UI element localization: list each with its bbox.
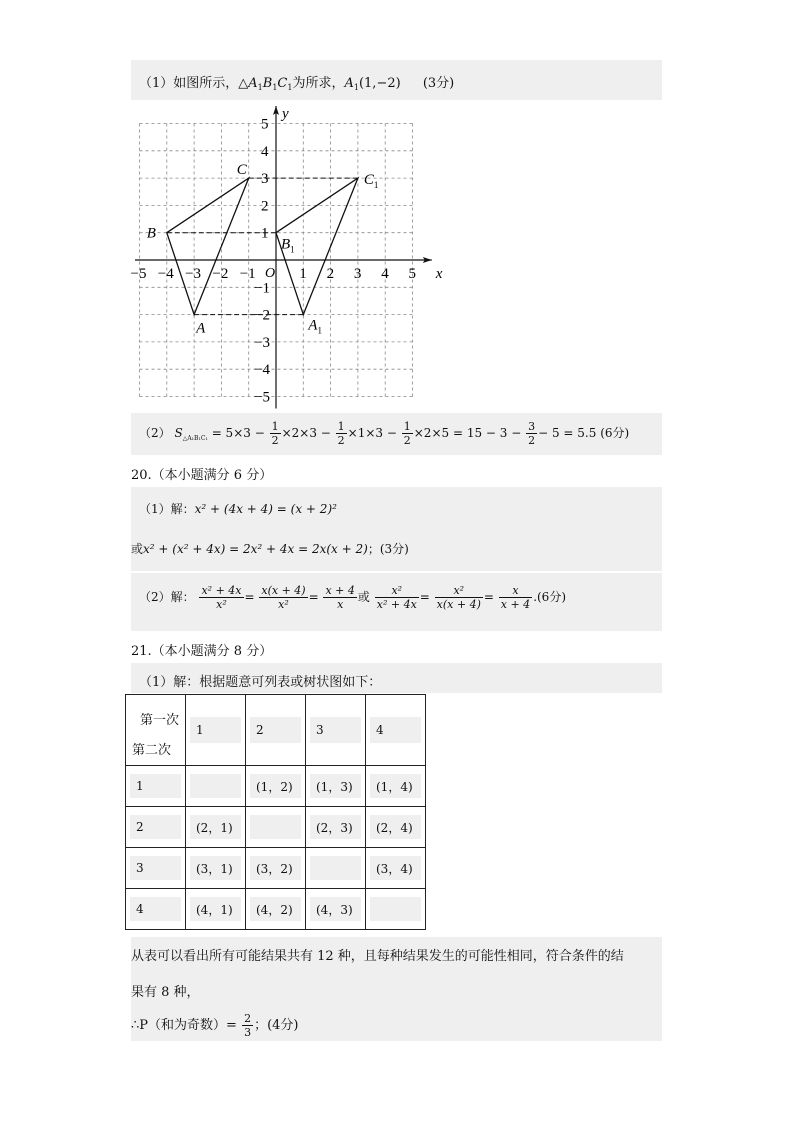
graph-background: [130, 102, 449, 412]
origin-label: O: [265, 266, 276, 281]
point-label-subscript: 1: [317, 325, 322, 336]
table-cell: [306, 848, 366, 889]
q20-l2-prefix: 或: [131, 542, 144, 556]
part2-expr1: = 5×3 −: [207, 426, 265, 440]
y-tick-label: −4: [254, 362, 270, 379]
equals: =: [483, 590, 494, 604]
row-header: 1: [126, 766, 186, 807]
vertex-a: A: [344, 76, 354, 91]
table-cell: (4，1): [186, 889, 246, 930]
probability-fraction: $\frac{2}{3}$: [244, 1012, 252, 1039]
q20-l3-score: .(6分): [533, 590, 567, 604]
part1-prefix: （1）如图所示，: [139, 76, 239, 91]
y-tick-label: 1: [261, 225, 269, 242]
idx: 1: [257, 83, 263, 92]
x-tick-label: −5: [130, 266, 147, 282]
point-label-a: A: [196, 320, 206, 337]
part2-t3: ×2×5 = 15 − 3 −: [413, 426, 522, 440]
triangle-symbol: △: [238, 76, 249, 91]
point-label-subscript: 1: [290, 244, 295, 255]
col-header: 1: [186, 695, 246, 766]
x-tick-label: 5: [408, 266, 416, 282]
corner-bottom: 第二次: [132, 743, 172, 758]
part2-score: (6分): [600, 426, 630, 440]
table-cell: (1，2): [246, 766, 306, 807]
half-fraction: $\frac{1}{2}$: [403, 420, 411, 447]
vertex-b: B: [262, 76, 273, 91]
row-header: 4: [126, 889, 186, 930]
fraction-4: $\frac{\text{x²}}{\text{x² + 4x}}$: [376, 584, 417, 611]
three-halves-fraction: $\frac{3}{2}$: [528, 420, 536, 447]
probability-label: ∴P（和为奇数）=: [131, 1018, 237, 1033]
q20-l2-expr: x² + (x² + 4x) = 2x² + 4x = 2x(x + 2): [143, 542, 368, 556]
table-cell: (2，3): [306, 807, 366, 848]
table-cell: (3，4): [366, 848, 426, 889]
outcome-table: [125, 694, 426, 930]
part2-tail: − 5 = 5.5: [538, 426, 597, 440]
q21-conclusion: [131, 1012, 298, 1039]
table-cell: (1，3): [306, 766, 366, 807]
table-cell: (4，2): [246, 889, 306, 930]
q21-title: 21.（本小题满分 8 分）: [131, 644, 273, 659]
half-fraction: $\frac{1}{2}$: [271, 420, 279, 447]
corner-cell: [126, 695, 186, 766]
idx: 1: [287, 83, 293, 92]
point-label-c1: $C_1$: [363, 172, 379, 191]
area-subscript: △A₁B₁C₁: [182, 435, 208, 442]
x-tick-label: 2: [326, 266, 335, 282]
y-tick-label: 2: [261, 198, 269, 215]
a1-coord: (1,−2): [358, 76, 401, 91]
q20-line3: [139, 584, 566, 611]
q21-para1: 从表可以看出所有可能结果共有 12 种，且每种结果发生的可能性相同，符合条件的结: [131, 949, 624, 964]
q20-line1: [139, 500, 337, 517]
x-tick-label: 1: [299, 266, 307, 282]
q20-line2: [131, 540, 409, 557]
area-symbol: S: [174, 426, 183, 440]
q21-line1: （1）解：根据题意可列表或树状图如下：: [139, 675, 382, 690]
q20-l2-score: ；(3分): [367, 542, 409, 556]
col-header: 3: [306, 695, 366, 766]
x-tick-label: 3: [353, 266, 362, 282]
fraction-3: $\frac{x + 4}{x}$: [325, 584, 355, 611]
y-tick-label: −2: [254, 307, 270, 324]
y-tick-label: 4: [261, 143, 269, 160]
fraction-1: $\frac{\text{x² + 4x}}{\text{x²}}$: [201, 584, 242, 611]
part1-line: [139, 72, 454, 92]
y-tick-label: −3: [254, 334, 270, 351]
y-tick-label: 3: [261, 171, 269, 188]
q20-l1-prefix: （1）解：: [139, 502, 195, 516]
equals: =: [419, 590, 430, 604]
part2-line: [139, 420, 629, 447]
table-cell: (1，4): [366, 766, 426, 807]
part2-t1: ×2×3 −: [281, 426, 331, 440]
y-tick-label: −5: [254, 389, 270, 406]
vertex-c: C: [277, 76, 288, 91]
q20-l1-expr: x² + (4x + 4) = (x + 2)²: [194, 502, 337, 516]
table-cell: (3，2): [246, 848, 306, 889]
point-label-b1: $B_1$: [281, 236, 295, 255]
col-header: 2: [246, 695, 306, 766]
point-label-a1: $A_1$: [308, 317, 322, 336]
table-cell: (2，1): [186, 807, 246, 848]
y-tick-label: 5: [261, 116, 269, 133]
fraction-6: $\frac{x}{x + 4}$: [500, 584, 531, 611]
half-fraction: $\frac{1}{2}$: [337, 420, 345, 447]
part1-middle: 为所求，: [292, 76, 345, 91]
x-tick-label: −2: [212, 266, 229, 282]
x-tick-label: −3: [185, 266, 202, 282]
table-cell: [366, 889, 426, 930]
y-axis-label: y: [282, 106, 289, 122]
x-tick-label: 4: [381, 266, 389, 282]
row-header: 2: [126, 807, 186, 848]
table-cell: [246, 807, 306, 848]
fraction-2: $\frac{x(x + 4)}{\text{x²}}$: [261, 584, 306, 611]
equals: =: [244, 590, 255, 604]
q21-para2: 果有 8 种，: [131, 985, 200, 1000]
corner-top: 第一次: [140, 713, 180, 728]
x-tick-label: −1: [239, 266, 256, 282]
coordinate-graph: [130, 102, 449, 412]
table-cell: (3，1): [186, 848, 246, 889]
point-label-c: C: [236, 162, 247, 179]
point-label-subscript: 1: [373, 180, 379, 191]
x-tick-label: −4: [157, 266, 174, 282]
or-word: 或: [357, 590, 370, 604]
table-cell: (4，3): [306, 889, 366, 930]
table-cell: (2，4): [366, 807, 426, 848]
q20-title: 20.（本小题满分 6 分）: [131, 468, 273, 483]
y-tick-label: −1: [254, 280, 270, 297]
fraction-5: $\frac{\text{x²}}{x(x + 4)}$: [436, 584, 481, 611]
q20-l3-prefix: （2）解：: [139, 590, 195, 604]
row-header: 3: [126, 848, 186, 889]
part2-t2: ×1×3 −: [347, 426, 397, 440]
table-cell: [186, 766, 246, 807]
q21-score: ；(4分): [254, 1018, 299, 1033]
x-axis-label: x: [435, 266, 443, 282]
idx: 1: [353, 83, 359, 92]
equals: =: [308, 590, 319, 604]
point-label-b: B: [146, 225, 156, 242]
vertex-a: A: [248, 76, 258, 91]
part2-prefix: （2）: [139, 426, 171, 440]
col-header: 4: [366, 695, 426, 766]
part1-score: (3分): [422, 76, 455, 91]
idx: 1: [272, 83, 278, 92]
